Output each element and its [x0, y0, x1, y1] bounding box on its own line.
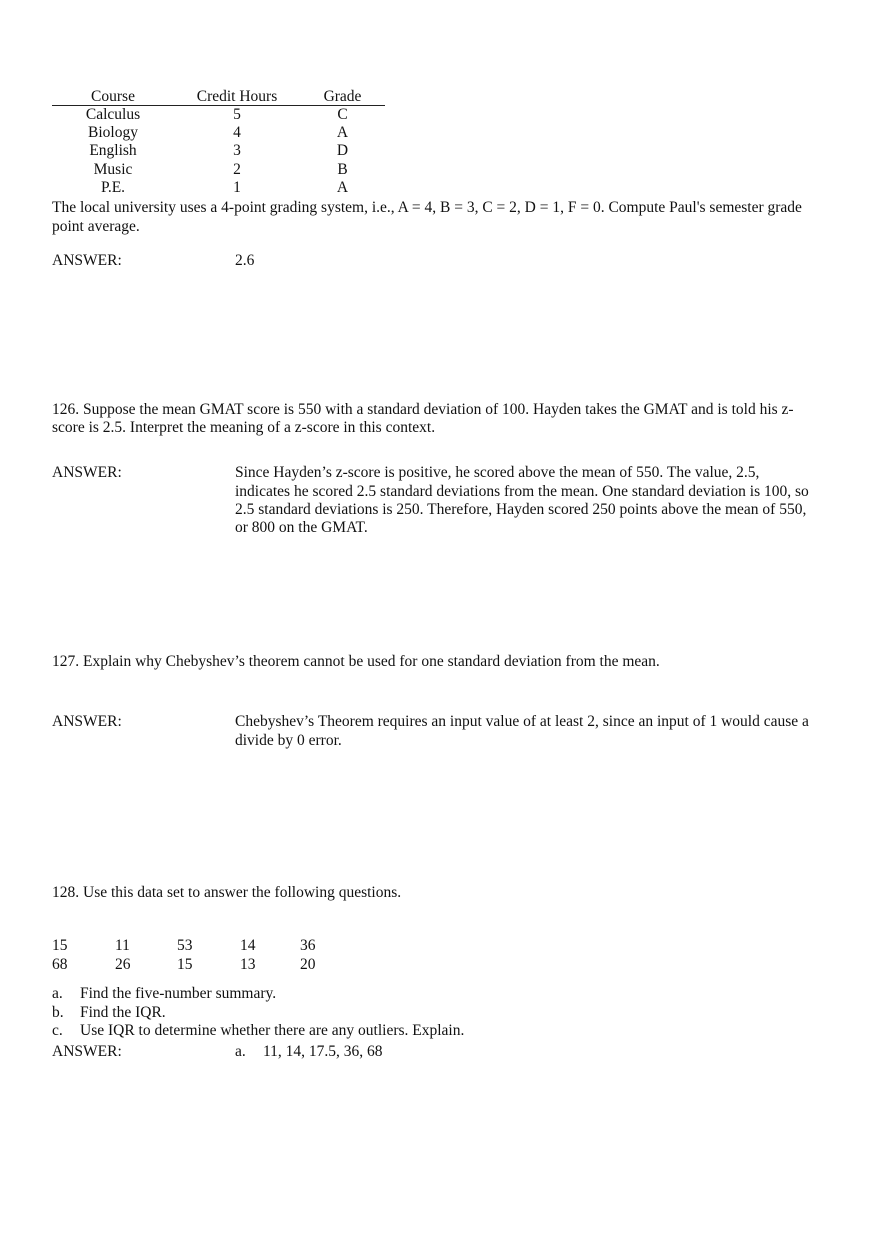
- data-value: 53: [177, 937, 193, 954]
- grade-table-header: [52, 88, 385, 106]
- q126-answer-line: 2.5 standard deviations is 250. Therefore, Hayden scored 250 points above the mean of 550,: [235, 501, 807, 518]
- q125-answer-label: ANSWER:: [52, 252, 122, 269]
- q126-answer-line: indicates he scored 2.5 standard deviations from the mean. One standard deviation is 100, so: [235, 483, 809, 500]
- q125-text-line1: The local university uses a 4-point grading system, i.e., A = 4, B = 3, C = 2, D = 1, F = 0. Compute Paul's semester grade: [52, 199, 802, 216]
- q125-text-line2: point average.: [52, 218, 140, 235]
- list-item: [52, 985, 276, 1004]
- answer-item-text: 11, 14, 17.5, 36, 68: [263, 1043, 383, 1060]
- table-row: [52, 179, 385, 197]
- grade-cell: C: [337, 106, 348, 123]
- credit-hours-cell: 3: [233, 142, 241, 160]
- q127-text: 127. Explain why Chebyshev’s theorem cannot be used for one standard deviation from the mean.: [52, 653, 660, 670]
- data-value: 36: [300, 937, 316, 954]
- credit-hours-cell: 1: [233, 178, 241, 196]
- credit-hours-cell: 2: [233, 160, 241, 178]
- header-course: Course: [52, 88, 174, 106]
- list-item: [52, 1004, 166, 1023]
- list-item-label: b.: [52, 1004, 64, 1021]
- course-cell: English: [89, 142, 137, 160]
- credit-hours-cell: 4: [233, 124, 241, 142]
- grade-cell: A: [336, 124, 349, 142]
- data-value: 13: [240, 956, 256, 973]
- table-row: [52, 142, 385, 160]
- q128-text: 128. Use this data set to answer the following questions.: [52, 884, 402, 901]
- data-value: 14: [240, 937, 256, 954]
- data-value: 20: [300, 956, 316, 973]
- q128-answer: [235, 1042, 383, 1061]
- course-cell: Music: [93, 160, 133, 178]
- q126-answer-line: Since Hayden’s z-score is positive, he scored above the mean of 550. The value, 2.5,: [235, 464, 760, 481]
- grade-cell: B: [337, 160, 348, 178]
- list-item-text: Find the IQR.: [80, 1004, 166, 1021]
- list-item-text: Find the five-number summary.: [80, 985, 277, 1002]
- header-credit-hours: Credit Hours: [174, 88, 300, 106]
- course-cell: P.E.: [100, 178, 126, 196]
- data-value: 15: [177, 956, 193, 973]
- q126-answer-line: or 800 on the GMAT.: [235, 519, 368, 536]
- credit-hours-cell: 5: [233, 106, 241, 123]
- list-item-text: Use IQR to determine whether there are any outliers. Explain.: [80, 1022, 465, 1039]
- answer-item-label: a.: [235, 1043, 246, 1060]
- list-item: [52, 1022, 464, 1041]
- q128-answer-label: ANSWER:: [52, 1043, 122, 1060]
- grade-table: [52, 88, 385, 197]
- q125-answer: 2.6: [235, 252, 255, 269]
- q127-answer-line: divide by 0 error.: [235, 732, 342, 749]
- q127-answer-line: Chebyshev’s Theorem requires an input value of at least 2, since an input of 1 would cause a: [235, 713, 809, 730]
- q126-text-line2: score is 2.5. Interpret the meaning of a z-score in this context.: [52, 419, 436, 436]
- table-row: [52, 124, 385, 142]
- course-cell: Biology: [88, 124, 138, 142]
- q127-answer-label: ANSWER:: [52, 713, 122, 730]
- data-value: 68: [52, 956, 68, 973]
- list-item-label: a.: [52, 985, 63, 1002]
- data-value: 26: [115, 956, 131, 973]
- grade-cell: A: [336, 178, 349, 196]
- table-row: [52, 106, 385, 125]
- header-grade: Grade: [300, 88, 385, 106]
- q126-answer-label: ANSWER:: [52, 464, 122, 481]
- table-row: [52, 161, 385, 179]
- data-value: 15: [52, 937, 68, 954]
- grade-cell: D: [336, 142, 349, 160]
- course-cell: Calculus: [85, 106, 141, 123]
- data-value: 11: [115, 937, 130, 954]
- q126-text-line1: 126. Suppose the mean GMAT score is 550 with a standard deviation of 100. Hayden takes the GMAT and is told his z-: [52, 401, 794, 418]
- list-item-label: c.: [52, 1022, 63, 1039]
